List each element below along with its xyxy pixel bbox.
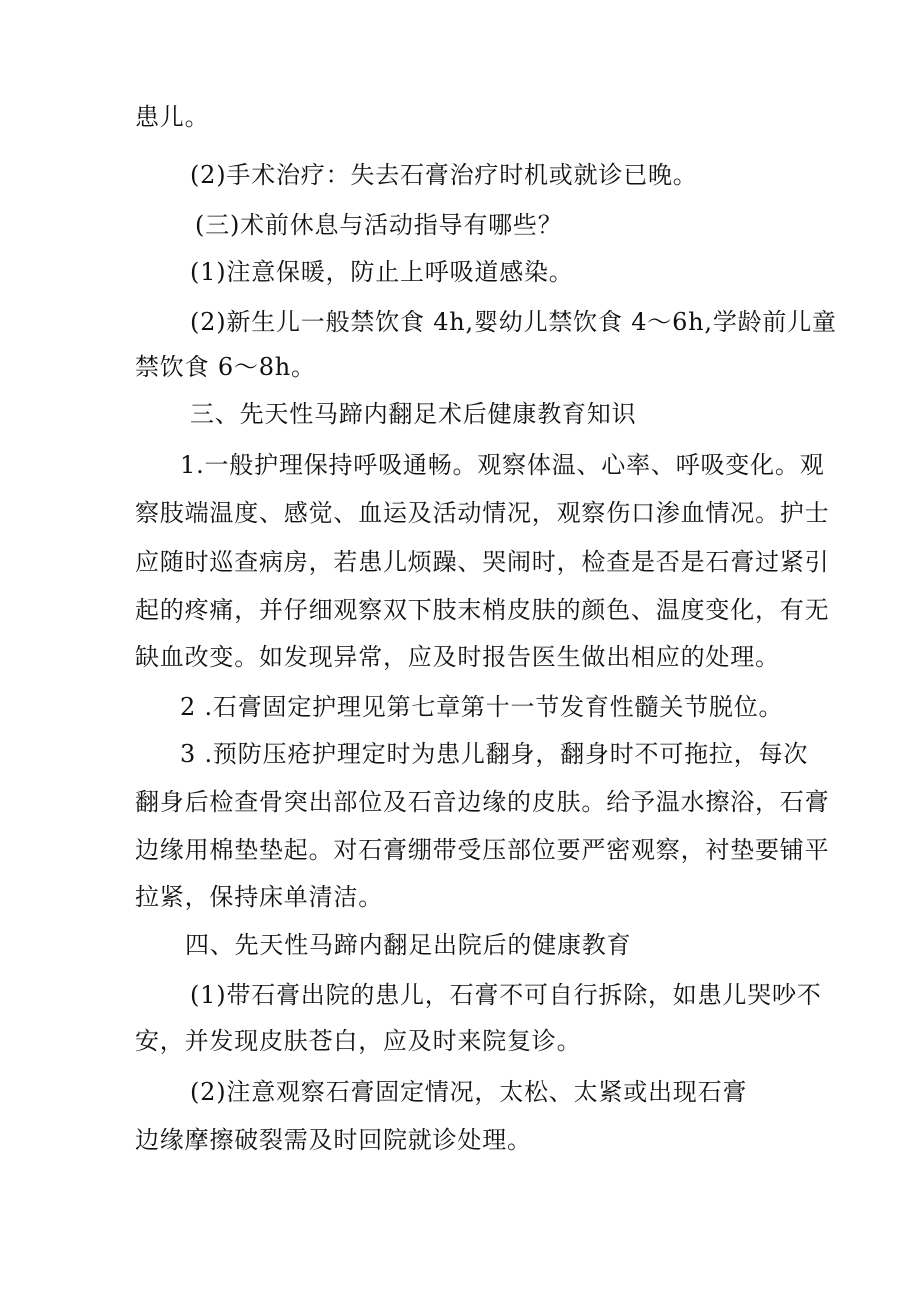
text-line: (1)注意保暖，防止上呼吸道感染。 bbox=[190, 258, 574, 286]
text-line: 翻身后检查骨突出部位及石音边缘的皮肤。给予温水擦浴，石膏 bbox=[135, 788, 830, 816]
text-line: 3 .预防压疮护理定时为患儿翻身，翻身时不可拖拉，每次 bbox=[180, 740, 809, 768]
text-line: 起的疼痛，并仔细观察双下肢末梢皮肤的颜色、温度变化，有无 bbox=[135, 596, 830, 624]
text-line: 1.一般护理保持呼吸通畅。观察体温、心率、呼吸变化。观 bbox=[180, 451, 825, 479]
text-line: (2)新生儿一般禁饮食 4h,婴幼儿禁饮食 4～6h,学龄前儿童 bbox=[190, 308, 837, 336]
text-line: 察肢端温度、感觉、血运及活动情况，观察伤口渗血情况。护士 bbox=[135, 499, 830, 527]
text-line: 边缘用棉垫垫起。对石膏绷带受压部位要严密观察，衬垫要铺平 bbox=[135, 836, 830, 864]
text-line: 安，并发现皮肤苍白，应及时来院复诊。 bbox=[135, 1027, 582, 1055]
text-line: 2 .石膏固定护理见第七章第十一节发育性髓关节脱位。 bbox=[180, 693, 784, 721]
text-line: 应随时巡查病房，若患儿烦躁、哭闹时，检查是否是石膏过紧引 bbox=[135, 548, 830, 576]
text-line: (2)注意观察石膏固定情况，太松、太紧或出现石膏 bbox=[190, 1078, 748, 1106]
text-line: (1)带石膏出院的患儿，石膏不可自行拆除，如患儿哭吵不 bbox=[190, 981, 822, 1009]
text-line: (2)手术治疗：失去石膏治疗时机或就诊已晚。 bbox=[190, 161, 698, 189]
text-line: 缺血改变。如发现异常，应及时报告医生做出相应的处理。 bbox=[135, 643, 780, 671]
text-line: 患儿。 bbox=[135, 103, 210, 131]
section-question-heading: (三)术前休息与活动指导有哪些？ bbox=[195, 211, 563, 239]
section-heading: 三、先天性马蹄内翻足术后健康教育知识 bbox=[190, 400, 637, 428]
text-line: 拉紧，保持床单清洁。 bbox=[135, 883, 383, 911]
section-heading: 四、先天性马蹄内翻足出院后的健康教育 bbox=[185, 931, 632, 959]
text-line: 边缘摩擦破裂需及时回院就诊处理。 bbox=[135, 1126, 532, 1154]
text-line: 禁饮食 6～8h。 bbox=[135, 353, 316, 381]
